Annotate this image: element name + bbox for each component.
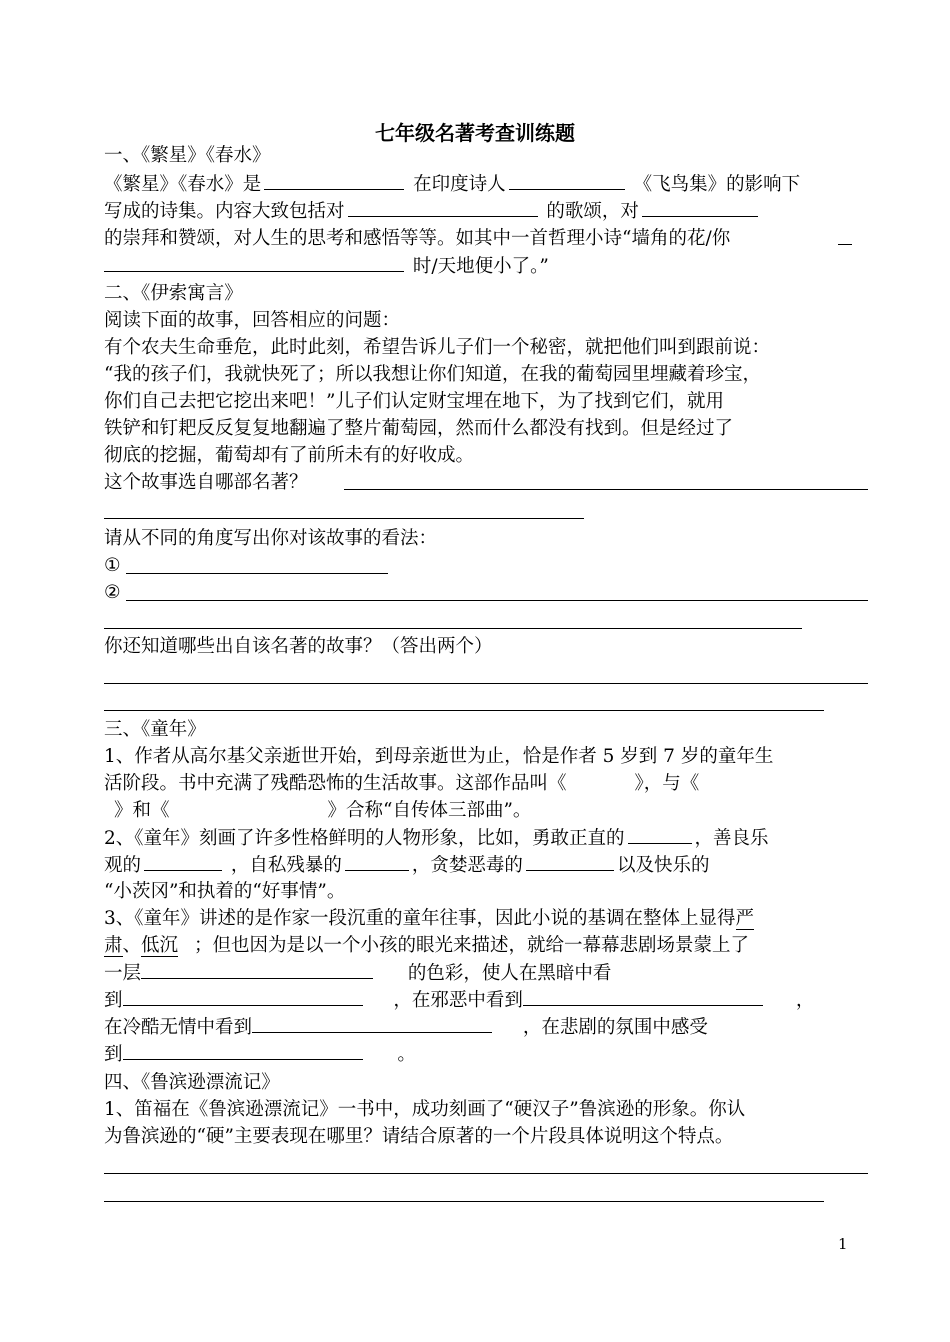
s3-text: ；但也因为是以一个小孩的眼光来描述，就给一幕幕悲剧场景蒙上了 [193,935,749,956]
s3-p2-line [104,852,709,878]
section-heading-fanxing: 一、《繁星》《春水》 [104,145,271,166]
answer-line[interactable] [344,489,868,490]
s3-text: 》和《 [114,800,170,821]
s4-line: 为鲁滨逊的“硬”主要表现在哪里？请结合原著的一个片段具体说明这个特点。 [104,1126,734,1147]
answer-line[interactable] [104,1201,824,1202]
s3-text: ，善良乐 [694,828,769,849]
s1-text: 时/天地便小了。” [412,256,549,277]
s1-text: 的歌颂，对 [546,201,639,222]
s3-p2-line: “小茨冈”和执着的“好事情”。 [104,881,346,902]
answer-line[interactable] [126,573,388,574]
s3-text: 在冷酷无情中看到 [104,1017,253,1038]
s3-text: 2、《童年》刻画了许多性格鲜明的人物形象，比如，勇敢正直的 [104,828,625,849]
s3-text: 、 [122,935,142,956]
s1-text: 写成的诗集。内容大致包括对 [104,201,345,222]
underlined-answer: 肃 [104,935,123,956]
answer-blank[interactable] [123,1041,363,1060]
s4-line: 1、笛福在《鲁滨逊漂流记》一书中，成功刻画了“硬汉子”鲁滨逊的形象。你认 [104,1099,746,1120]
s2-story-line: “我的孩子们，我就快死了；所以我想让你们知道，在我的葡萄园里埋藏着珍宝， [104,364,761,385]
s3-text: 到 [104,1044,123,1065]
answer-blank[interactable] [523,987,763,1006]
answer-blank[interactable] [264,171,404,190]
s1-line2 [104,198,761,224]
s2-story-line: 彻底的挖掘，葡萄却有了前所未有的好收成。 [104,445,475,466]
answer-line[interactable] [104,1173,868,1174]
s2-option-2: ② [104,582,121,603]
answer-line[interactable] [126,600,868,601]
s3-text: 活阶段。书中充满了残酷恐怖的生活故事。这部作品叫《 [104,773,567,794]
s3-p3-line [104,1014,708,1040]
s3-text: 》，与《 [634,773,700,794]
answer-blank[interactable] [345,852,409,871]
answer-blank[interactable] [123,987,363,1006]
s3-p3-line [104,987,814,1013]
s3-text: 一层 [104,963,142,984]
answer-line[interactable] [104,710,824,711]
page-title: 七年级名著考查训练题 [375,121,575,145]
s3-p3-line [104,1041,416,1067]
s1-text: 《飞鸟集》的影响下 [633,174,801,195]
answer-blank[interactable] [144,852,222,871]
page-number: 1 [838,1235,848,1253]
s2-option-1: ① [104,555,121,576]
s3-p1-line: 1、作者从高尔基父亲逝世开始，到母亲逝世为止，恰是作者 5 岁到 7 岁的童年生 [104,746,774,767]
s3-text: 观的 [104,855,142,876]
answer-line[interactable] [104,628,802,629]
s2-intro: 阅读下面的故事，回答相应的问题： [104,310,401,331]
answer-blank[interactable] [252,1014,492,1033]
answer-blank[interactable] [509,171,625,190]
answer-blank[interactable] [348,198,538,217]
s3-p1-line [104,771,699,797]
s1-text: 《繁星》《春水》是 [104,174,262,195]
s3-text: ，在邪恶中看到 [393,990,523,1011]
s3-text: 的色彩，使人在黑暗中看 [407,963,612,984]
s3-text: 3、《童年》讲述的是作家一段沉重的童年往事，因此小说的基调在整体上显得 [104,908,736,929]
s2-story-line: 铁铲和钉耙反反复复地翻遍了整片葡萄园，然而什么都没有找到。但是经过了 [104,418,734,439]
s1-line3: 的崇拜和赞颂，对人生的思考和感悟等等。如其中一首哲理小诗“墙角的花/你 [104,228,731,249]
answer-blank[interactable] [526,852,614,871]
answer-blank[interactable] [141,960,373,979]
s2-story-line: 有个农夫生命垂危，此时此刻，希望告诉儿子们一个秘密，就把他们叫到跟前说： [104,337,771,358]
s3-p2-line [104,825,769,851]
s2-question-1: 这个故事选自哪部名著？ [104,472,308,493]
section-heading-tongnian: 三、《童年》 [104,719,206,740]
s3-text: 。 [397,1044,416,1065]
s3-text: ， [795,990,815,1011]
answer-line[interactable] [104,683,868,684]
s3-p3-line [104,960,611,986]
section-heading-yisuo: 二、《伊索寓言》 [104,283,243,304]
s3-text: 到 [104,990,123,1011]
s1-text: 在印度诗人 [413,174,506,195]
answer-blank[interactable] [104,253,404,272]
s3-p1-line [104,798,531,824]
answer-line[interactable] [104,518,584,519]
s3-p3-line [104,933,749,959]
answer-blank[interactable] [838,244,852,245]
s3-p3-line [104,906,754,932]
s3-text: 以及快乐的 [616,855,710,876]
s3-text: ，自私残暴的 [230,855,342,876]
answer-blank[interactable] [628,825,692,844]
s3-text: ，在悲剧的氛围中感受 [522,1017,708,1038]
underlined-answer: 严 [735,908,755,929]
s1-line1 [104,171,800,197]
s2-question-2: 请从不同的角度写出你对该故事的看法： [104,528,438,549]
s3-text: 》合称“自传体三部曲”。 [327,800,532,821]
s2-story-line: 你们自己去把它挖出来吧！”儿子们认定财宝埋在地下，为了找到它们，就用 [104,391,724,412]
answer-blank[interactable] [642,198,758,217]
section-heading-lubinxun: 四、《鲁滨逊漂流记》 [104,1072,280,1093]
s1-line4 [104,253,549,279]
s3-text: ，贪婪恶毒的 [411,855,523,876]
underlined-answer: 低沉 [141,935,179,956]
s2-question-3: 你还知道哪些出自该名著的故事？（答出两个） [104,636,493,657]
